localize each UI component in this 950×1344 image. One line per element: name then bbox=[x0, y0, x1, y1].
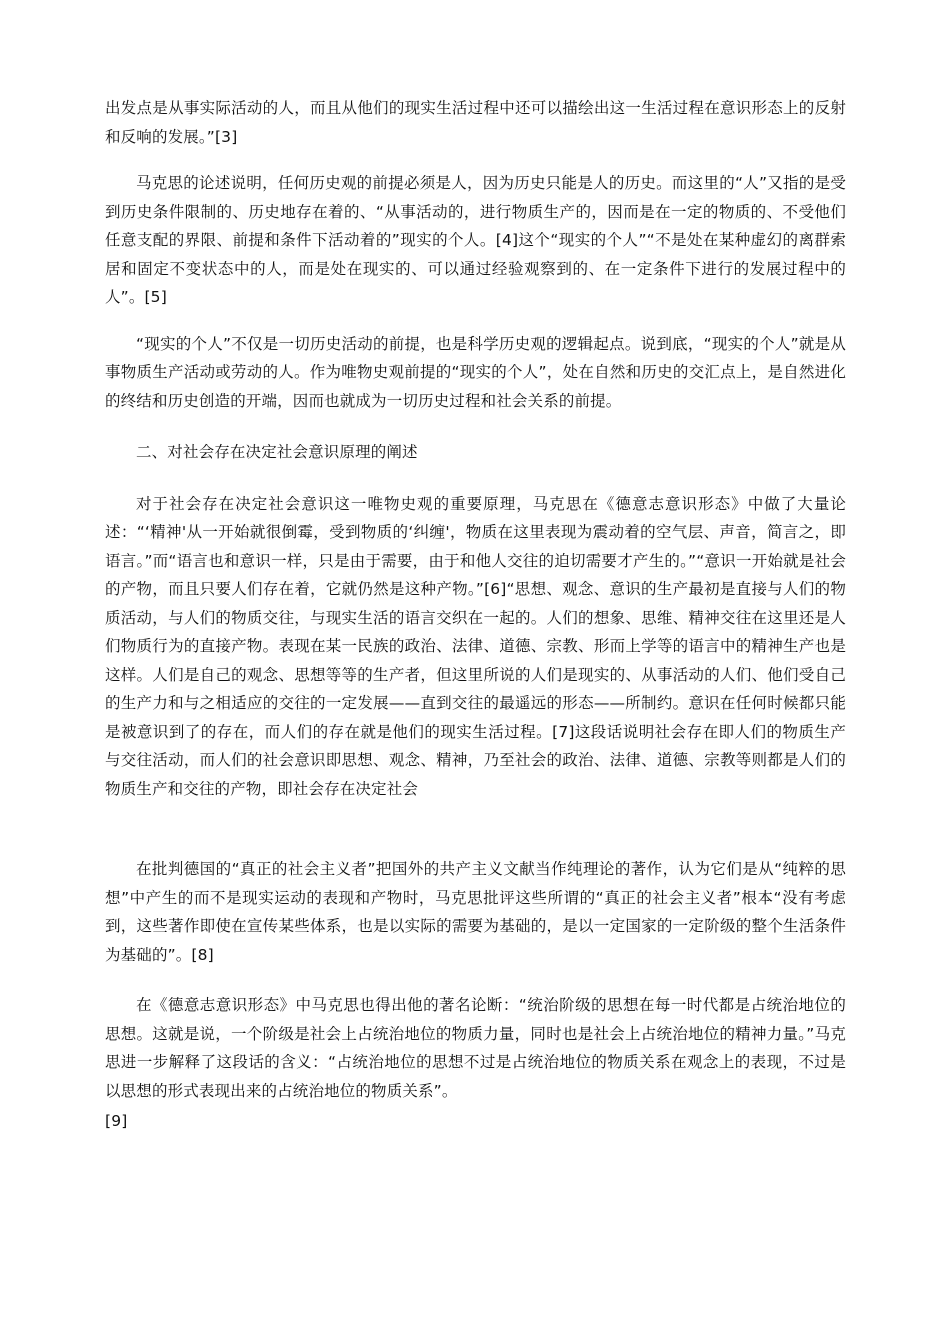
paragraph-premise-of-history: 马克思的论述说明，任何历史观的前提必须是人，因为历史只能是人的历史。而这里的“人”又指的是受到历史条件限制的、历史地存在着的、“从事活动的，进行物质生产的，因而是在一定的物质的、不受他们任意支配的界限、前提和条件下活动着的”现实的个人。[4]这个“现实的个人”“不是处在某种虚幻的离群索居和固定不变状态中的人，而是处在现实的、可以通过经验观察到的、在一定条件下进行的发展过程中的人”。[5] bbox=[105, 174, 846, 306]
document-body bbox=[105, 94, 846, 1136]
paragraph-social-existence: 对于社会存在决定社会意识这一唯物史观的重要原理，马克思在《德意志意识形态》中做了大量论述：“‘精神'从一开始就很倒霉，受到物质的‘纠缠'，物质在这里表现为震动着的空气层、声音，简言之，即语言。”而“语言也和意识一样，只是由于需要，由于和他人交往的迫切需要才产生的。”“意识一开始就是社会的产物，而且只要人们存在着，它就仍然是这种产物。”[6]“思想、观念、意识的生产最初是直接与人们的物质活动，与人们的物质交往，与现实生活的语言交织在一起的。人们的想象、思维、精神交往在这里还是人们物质行为的直接产物。表现在某一民族的政治、法律、道德、宗教、形而上学等的语言中的精神生产也是这样。人们是自己的观念、思想等等的生产者，但这里所说的人们是现实的、从事活动的人们、他们受自己的生产力和与之相适应的交往的一定发展——直到交往的最遥远的形态——所制约。意识在任何时候都只能是被意识到了的存在，而人们的存在就是他们的现实生活过程。[7]这段话说明社会存在即人们的物质生产与交往活动，而人们的社会意识即思想、观念、精神，乃至社会的政治、法律、道德、宗教等则都是人们的物质生产和交往的产物，即社会存在决定社会 bbox=[105, 494, 846, 798]
paragraph-continuation: 出发点是从事实际活动的人，而且从他们的现实生活过程中还可以描绘出这一生活过程在意识形态上的反射和反响的发展。”[3] bbox=[105, 99, 846, 146]
paragraph-true-socialists: 在批判德国的“真正的社会主义者”把国外的共产主义文献当作纯理论的著作，认为它们是从“纯粹的思想”中产生的而不是现实运动的表现和产物时，马克思批评这些所谓的“真正的社会主义者”根本“没有考虑到，这些著作即使在宣传某些体系，也是以实际的需要为基础的，是以一定国家的一定阶级的整个生活条件为基础的”。[8] bbox=[105, 860, 846, 964]
section-heading: 二、对社会存在决定社会意识原理的阐述 bbox=[136, 443, 418, 461]
paragraph-real-individual: “现实的个人”不仅是一切历史活动的前提，也是科学历史观的逻辑起点。说到底，“现实的个人”就是从事物质生产活动或劳动的人。作为唯物史观前提的“现实的个人”，处在自然和历史的交汇点上，是自然进化的终结和历史创造的开端，因而也就成为一切历史过程和社会关系的前提。 bbox=[105, 334, 846, 410]
paragraph-ruling-ideas: 在《德意志意识形态》中马克思也得出他的著名论断：“统治阶级的思想在每一时代都是占统治地位的思想。这就是说，一个阶级是社会上占统治地位的物质力量，同时也是社会上占统治地位的精神力量。”马克思进一步解释了这段话的含义：“占统治地位的思想不过是占统治地位的物质关系在观念上的表现，不过是以思想的形式表现出来的占统治地位的物质关系”。 bbox=[105, 996, 846, 1100]
footnote-reference: [9] bbox=[105, 1112, 128, 1130]
